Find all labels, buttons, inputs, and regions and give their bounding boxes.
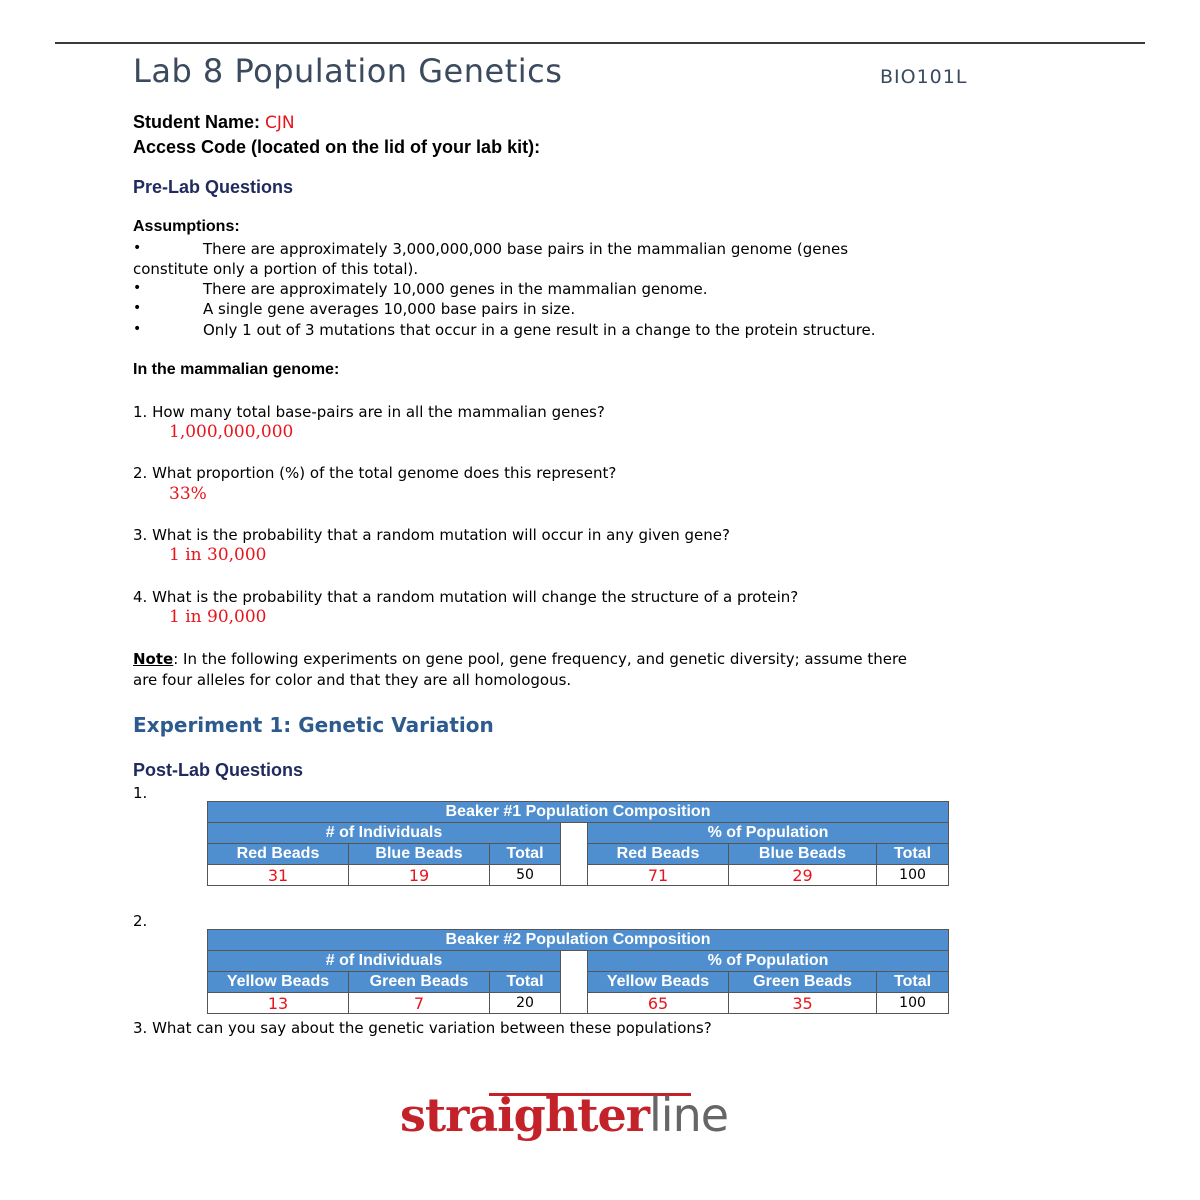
table-cell: 31 <box>208 865 349 886</box>
column-header: Green Beads <box>349 972 490 993</box>
beaker-2-individuals-header: # of Individuals <box>208 951 561 972</box>
assumption-1: There are approximately 3,000,000,000 base pairs in the mammalian genome (genes <box>203 240 849 258</box>
student-name-label: Student Name: <box>133 112 261 132</box>
table-spacer <box>561 951 588 1014</box>
course-code: BIO101L <box>880 66 968 88</box>
table-cell: 13 <box>208 993 349 1014</box>
column-header: Yellow Beads <box>588 972 729 993</box>
answer-1: 1,000,000,000 <box>169 422 294 442</box>
bullet-icon: • <box>133 240 142 256</box>
postlab-heading: Post-Lab Questions <box>133 760 304 780</box>
answer-3: 1 in 30,000 <box>169 545 267 565</box>
straighterline-logo <box>400 1088 728 1142</box>
table-spacer <box>561 823 588 886</box>
logo-text-bold: straighter <box>400 1088 650 1142</box>
table-cell: 50 <box>490 865 561 886</box>
column-header: Total <box>877 972 949 993</box>
assumptions-heading: Assumptions: <box>133 218 240 235</box>
beaker-1-table <box>207 801 949 886</box>
question-2: 2. What proportion (%) of the total genome does this represent? <box>133 464 617 482</box>
assumption-4: Only 1 out of 3 mutations that occur in a gene result in a change to the protein structure. <box>203 321 876 339</box>
column-header: Yellow Beads <box>208 972 349 993</box>
beaker-2-table <box>207 929 949 1014</box>
question-3: 3. What is the probability that a random mutation will occur in any given gene? <box>133 526 730 544</box>
assumption-3: A single gene averages 10,000 base pairs in size. <box>203 300 576 318</box>
column-header: Red Beads <box>588 844 729 865</box>
table-cell: 7 <box>349 993 490 1014</box>
assumption-1-cont: constitute only a portion of this total). <box>133 260 419 278</box>
note-line-1 <box>133 650 907 668</box>
beaker-1-individuals-header: # of Individuals <box>208 823 561 844</box>
table-cell: 100 <box>877 865 949 886</box>
postlab-q1-number: 1. <box>133 784 148 802</box>
column-header: Blue Beads <box>729 844 877 865</box>
beaker-2-title: Beaker #2 Population Composition <box>208 930 949 951</box>
column-header: Red Beads <box>208 844 349 865</box>
column-header: Total <box>490 972 561 993</box>
bullet-icon: • <box>133 300 142 316</box>
genome-heading: In the mammalian genome: <box>133 361 340 378</box>
note-line-2: are four alleles for color and that they are all homologous. <box>133 671 572 689</box>
page-title: Lab 8 Population Genetics <box>133 52 563 90</box>
question-4: 4. What is the probability that a random mutation will change the structure of a protein? <box>133 588 799 606</box>
bullet-icon: • <box>133 321 142 337</box>
postlab-q2-number: 2. <box>133 912 148 930</box>
table-cell: 19 <box>349 865 490 886</box>
assumption-2: There are approximately 10,000 genes in the mammalian genome. <box>203 280 708 298</box>
table-cell: 100 <box>877 993 949 1014</box>
experiment-1-heading: Experiment 1: Genetic Variation <box>133 713 494 737</box>
column-header: Total <box>877 844 949 865</box>
table-cell: 20 <box>490 993 561 1014</box>
table-cell: 71 <box>588 865 729 886</box>
header-rule <box>55 42 1145 44</box>
prelab-heading: Pre-Lab Questions <box>133 177 294 197</box>
table-cell: 65 <box>588 993 729 1014</box>
column-header: Blue Beads <box>349 844 490 865</box>
beaker-1-percent-header: % of Population <box>588 823 949 844</box>
column-header: Green Beads <box>729 972 877 993</box>
bullet-icon: • <box>133 280 142 296</box>
table-cell: 35 <box>729 993 877 1014</box>
question-1: 1. How many total base-pairs are in all the mammalian genes? <box>133 403 605 421</box>
postlab-q3: 3. What can you say about the genetic variation between these populations? <box>133 1019 712 1037</box>
student-name-value: CJN <box>265 113 295 133</box>
note-label: Note <box>133 650 174 668</box>
logo-text-light: line <box>649 1088 729 1142</box>
student-name-row <box>133 112 295 133</box>
beaker-2-percent-header: % of Population <box>588 951 949 972</box>
column-header: Total <box>490 844 561 865</box>
access-code-label: Access Code (located on the lid of your lab kit): <box>133 137 541 157</box>
answer-2: 33% <box>169 484 207 504</box>
answer-4: 1 in 90,000 <box>169 607 267 627</box>
table-cell: 29 <box>729 865 877 886</box>
beaker-1-title: Beaker #1 Population Composition <box>208 802 949 823</box>
note-text: : In the following experiments on gene pool, gene frequency, and genetic diversity; assume there <box>173 650 908 668</box>
